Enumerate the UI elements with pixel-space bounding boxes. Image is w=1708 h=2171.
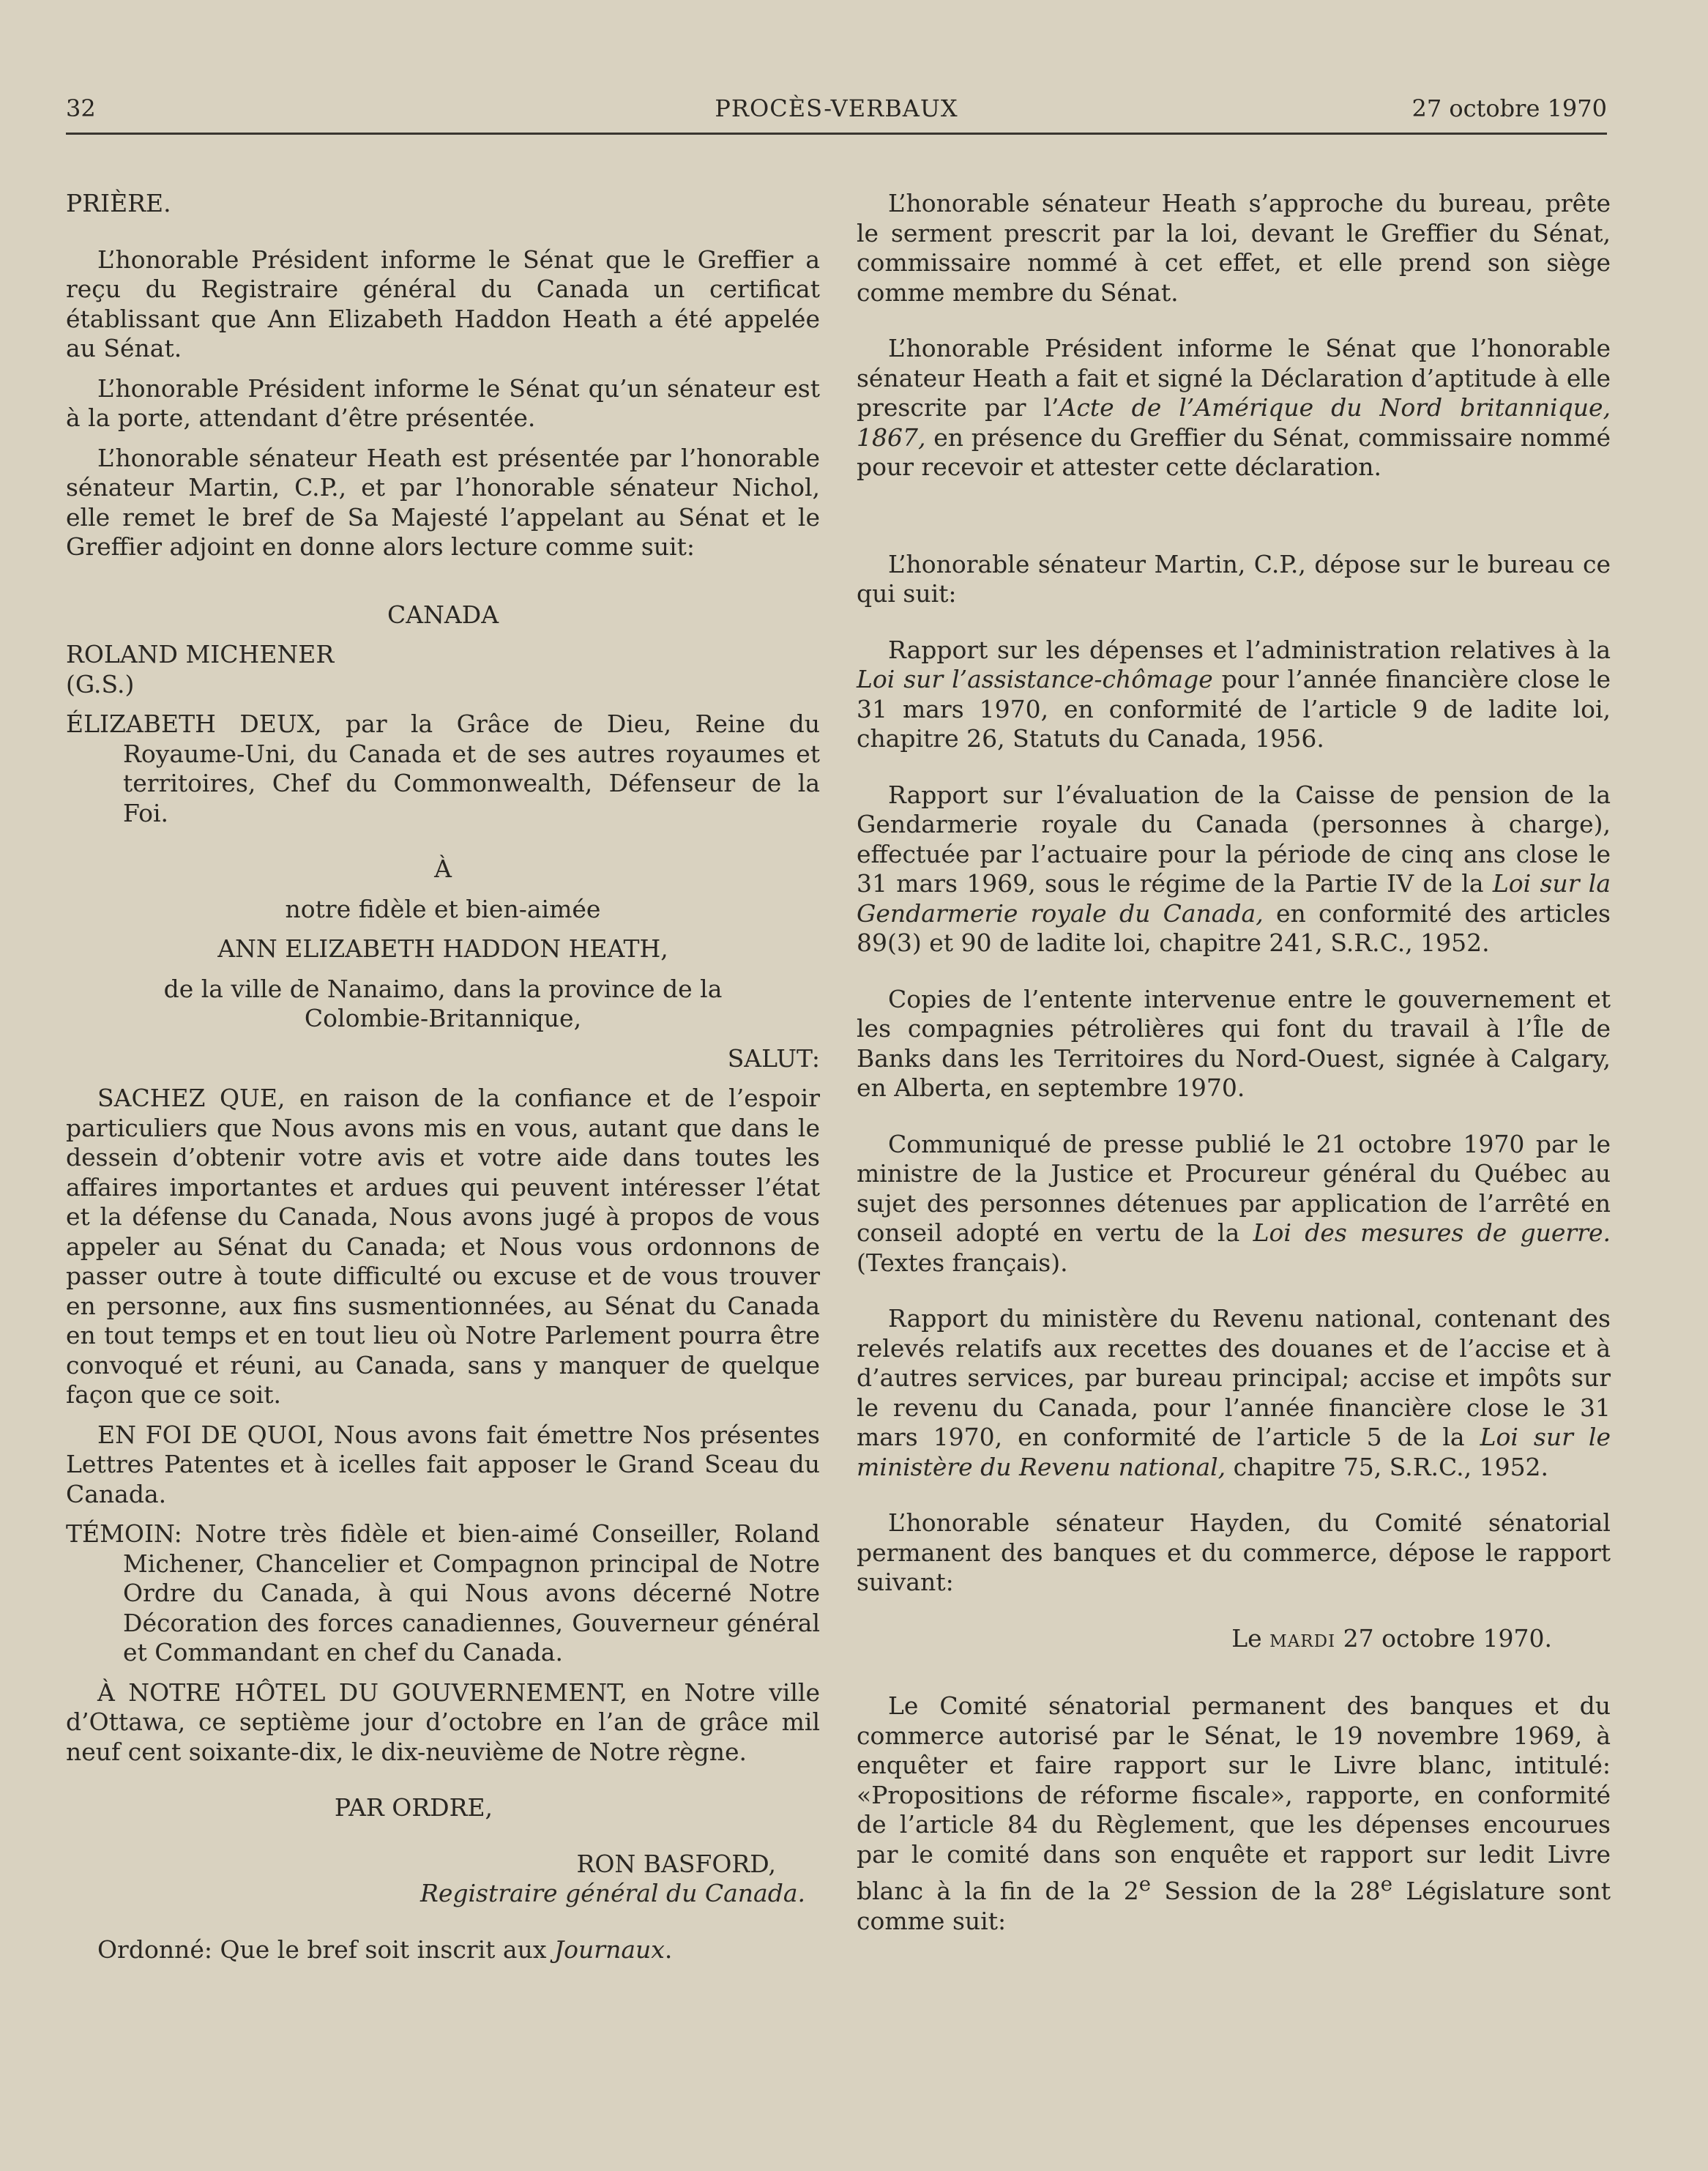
appointee-name: ANN ELIZABETH HADDON HEATH, <box>217 934 668 963</box>
paragraph-hotel: À NOTRE HÔTEL DU GOUVERNEMENT, en Notre ville d’Ottawa, ce septième jour d’octobre en l’an de grâce mil neuf cent soixante-dix, le dix-neuvième de Notre règne. <box>66 1677 820 1766</box>
header-date: 27 octobre 1970 <box>1411 94 1607 122</box>
rapport-revenu-national: Rapport du ministère du Revenu national, contenant des relevés relatifs aux recettes des douanes et de l’accise et à d’autres services, par bureau principal; accise et impôts sur le revenu du Canada, pour l’année financière close le 31 mars 1970, en conformité de l’article 5 de la Loi sur le ministère du Revenu national, chapitre 75, S.R.C., 1952. <box>857 1304 1611 1481</box>
paragraph-serment: L’honorable sénateur Heath s’approche du bureau, prête le serment prescrit par la loi, devant le Greffier du Sénat, commissaire nommé à cet effet, et elle prend son siège comme membre du Sénat. <box>857 189 1611 307</box>
paragraph-en-foi: EN FOI DE QUOI, Nous avons fait émettre Nos présentes Lettres Patentes et à icelles fait apposer le Grand Sceau du Canada. <box>66 1420 820 1508</box>
paragraph-temoin: TÉMOIN: Notre très fidèle et bien-aimé Conseiller, Roland Michener, Chancelier et Compagnon principal de Notre Ordre du Canada, à qui Nous avons décerné Notre Décoration des forces canadiennes, Gouverneur général et Commandant en chef du Canada. <box>66 1519 820 1667</box>
ville-line-1: de la ville de Nanaimo, dans la province de la <box>163 974 723 1003</box>
paragraph-hayden: L’honorable sénateur Hayden, du Comité sénatorial permanent des banques et du commerce, dépose le rapport suivant: <box>857 1508 1611 1596</box>
a-line: À <box>434 854 452 883</box>
rapport-assistance-chomage: Rapport sur les dépenses et l’administration relatives à la Loi sur l’assistance-chômage pour l’année financière close le 31 mars 1970, en conformité de l’article 9 de ladite loi, chapitre 26, Statuts du Canada, 1956. <box>857 635 1611 753</box>
report-date: Le mardi 27 octobre 1970. <box>1231 1623 1552 1653</box>
ville-line-2: Colombie-Britannique, <box>304 1004 582 1032</box>
paragraph-martin: L’honorable sénateur Martin, C.P., dépose sur le bureau ce qui suit: <box>857 549 1611 608</box>
queen-title: ÉLIZABETH DEUX, par la Grâce de Dieu, Reine du Royaume-Uni, du Canada et de ses autres royaumes et territoires, Chef du Commonwealth, Défenseur de la Foi. <box>66 710 820 827</box>
par-ordre: PAR ORDRE, <box>334 1793 493 1822</box>
paragraph-declaration: L’honorable Président informe le Sénat que l’honorable sénateur Heath a fait et signé la Déclaration d’aptitude à elle prescrite par l’Acte de l’Amérique du Nord britannique, 1867, en présence du Greffier du Sénat, commissaire nommé pour recevoir et attester cette déclaration. <box>857 334 1611 481</box>
running-title: PROCÈS-VERBAUX <box>715 94 958 122</box>
rapport-gendarmerie: Rapport sur l’évaluation de la Caisse de pension de la Gendarmerie royale du Canada (personnes à charge), effectuée par l’actuaire pour la période de cinq ans close le 31 mars 1969, sous le régime de la Partie IV de la Loi sur la Gendarmerie royale du Canada, en conformité des articles 89(3) et 90 de ladite loi, chapitre 241, S.R.C., 1952. <box>857 780 1611 957</box>
governor-seal: (G.S.) <box>66 669 135 699</box>
governor-name: ROLAND MICHENER <box>66 640 335 669</box>
registraire-title: Registraire général du Canada. <box>420 1879 805 1907</box>
canada-heading: CANADA <box>387 600 499 629</box>
left-column <box>66 189 820 1965</box>
fidele-line: notre fidèle et bien-aimée <box>285 894 601 923</box>
paragraph-sachez: SACHEZ QUE, en raison de la confiance et de l’espoir particuliers que Nous avons mis en vous, autant que dans le dessein d’obtenir votre avis et votre aide dans toutes les affaires importantes et ardues qui peuvent intéresser l’état et la défense du Canada, Nous avons jugé à propos de vous appeler au Sénat du Canada; et Nous vous ordonnons de passer outre à toute difficulté ou excuse et de vous trouver en personne, aux fins susmentionnées, au Sénat du Canada en tout temps et en tout lieu où Notre Parlement pourra être convoqué et réuni, au Canada, sans y manquer de quelque façon que ce soit. <box>66 1084 820 1409</box>
communique-presse: Communiqué de presse publié le 21 octobre 1970 par le ministre de la Justice et Procureur général du Québec au sujet des personnes détenues par application de l’arrêté en conseil adopté en vertu de la Loi des mesures de guerre. (Textes français). <box>857 1129 1611 1277</box>
basford-name: RON BASFORD, <box>576 1849 776 1878</box>
page-number: 32 <box>66 94 96 122</box>
paragraph-comite: Le Comité sénatorial permanent des banques et du commerce autorisé par le Sénat, le 19 novembre 1969, à enquêter et faire rapport sur le Livre blanc, intitulé: «Propositions de réforme fiscale», rapporte, en conformité de l’article 84 du Règlement, que les dépenses encourues par le comité dans son enquête et rapport sur ledit Livre blanc à la fin de la 2e Session de la 28e Législature sont comme suit: <box>857 1691 1611 1935</box>
right-column <box>857 189 1611 1936</box>
paragraph-certificat: L’honorable Président informe le Sénat que le Greffier a reçu du Registraire général du Canada un certificat établissant que Ann Elizabeth Haddon Heath a été appelée au Sénat. <box>66 245 820 362</box>
salut-line: SALUT: <box>727 1043 820 1073</box>
ordonne-line: Ordonné: Que le bref soit inscrit aux Journaux. <box>97 1934 673 1964</box>
paragraph-presentee: L’honorable sénateur Heath est présentée par l’honorable sénateur Martin, C.P., et par l’honorable sénateur Nichol, elle remet le bref de Sa Majesté l’appelant au Sénat et le Greffier adjoint en donne alors lecture comme suit: <box>66 443 820 561</box>
page-header <box>66 92 1607 135</box>
paragraph-porte: L’honorable Président informe le Sénat qu’un sénateur est à la porte, attendant d’être présentée. <box>66 373 820 432</box>
copies-entente: Copies de l’entente intervenue entre le gouvernement et les compagnies pétrolières qui font du travail à l’Île de Banks dans les Territoires du Nord-Ouest, signée à Calgary, en Alberta, en septembre 1970. <box>857 984 1611 1102</box>
priere-heading: PRIÈRE. <box>66 189 171 217</box>
